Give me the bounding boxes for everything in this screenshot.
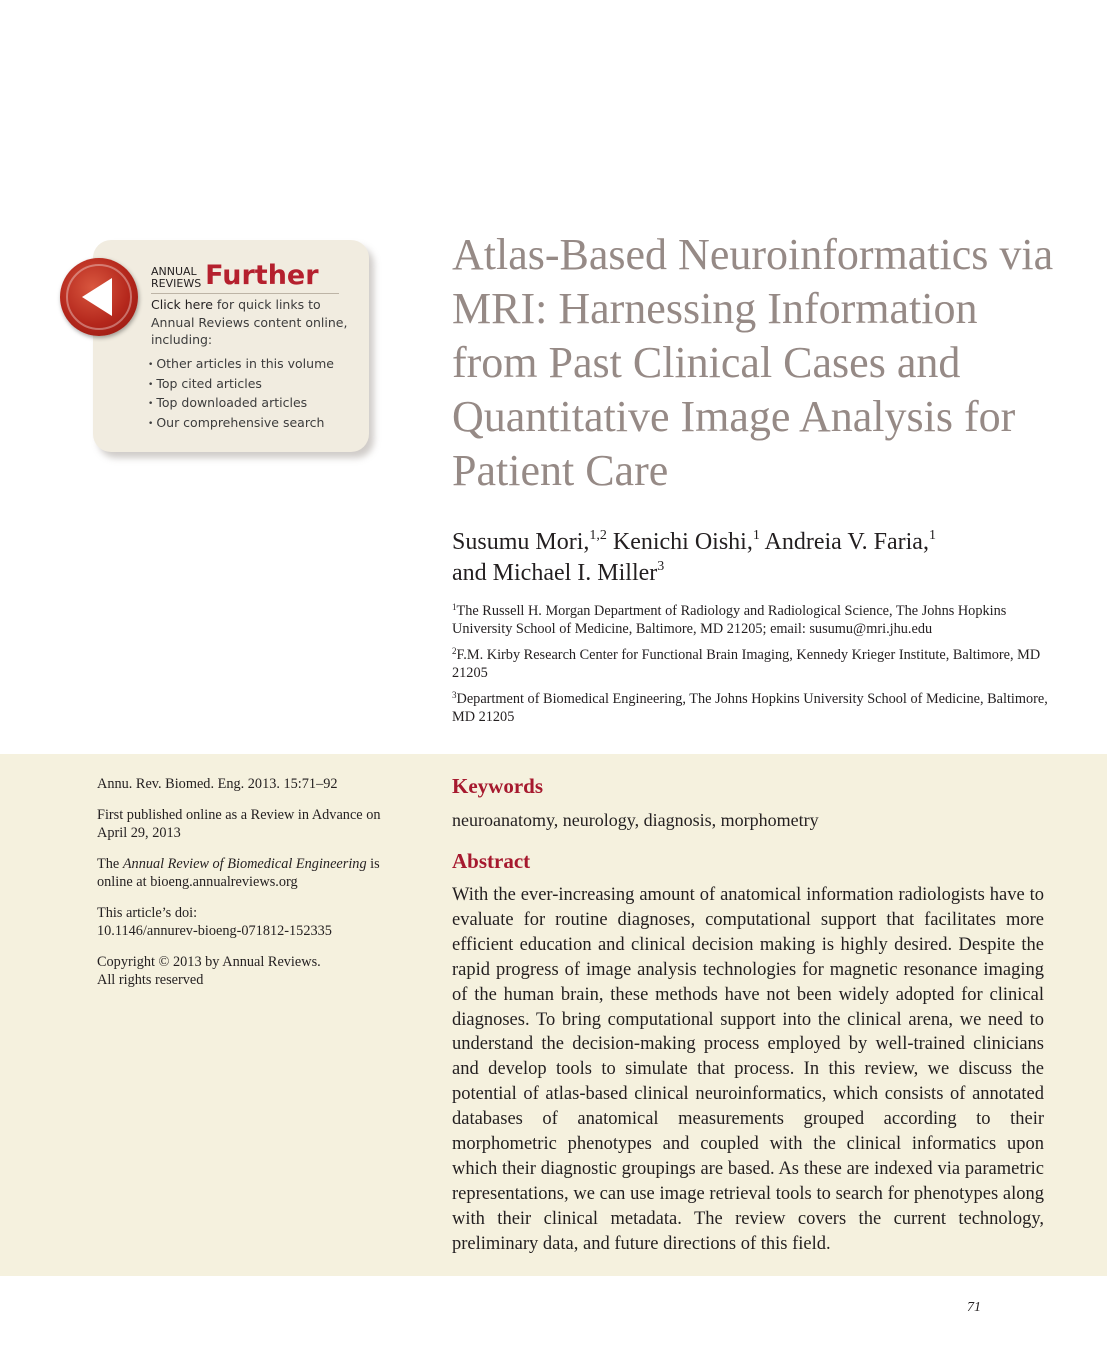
author-list: Susumu Mori,$^{1,2}$ Kenichi Oishi,$^1$ Andreia V. Faria,$^1$ and Michael I. Miller$^3$ bbox=[452, 528, 936, 586]
affiliation: $^3$Department of Biomedical Engineering, The Johns Hopkins University School of Medicine, Baltimore, MD 21205 bbox=[452, 690, 1048, 725]
page-number: 71 bbox=[967, 1300, 981, 1315]
further-intro: Click here for quick links to Annual Reviews content online, including: bbox=[151, 297, 348, 347]
affiliations bbox=[452, 602, 1052, 734]
author: Susumu Mori, bbox=[452, 529, 590, 555]
further-divider bbox=[151, 293, 339, 294]
citation: Annu. Rev. Biomed. Eng. 2013. 15:71–92 bbox=[97, 776, 338, 792]
doi: This article’s doi: 10.1146/annurev-bioeng-071812-152335 bbox=[97, 904, 332, 939]
article-title: Atlas-Based Neuroinformatics via MRI: Harnessing Information from Past Clinical Cases and Quantitative Image Analysis for Patient Care bbox=[452, 230, 1054, 495]
click-here-link[interactable]: Click here bbox=[151, 297, 213, 312]
further-link[interactable]: • Top cited articles bbox=[148, 375, 334, 395]
journal-info: The Annual Review of Biomedical Engineering is online at bioeng.annualreviews.org bbox=[97, 855, 380, 890]
article-meta bbox=[97, 775, 407, 1002]
copyright: Copyright © 2013 by Annual Reviews. All rights reserved bbox=[97, 953, 321, 988]
affiliation: $^2$F.M. Kirby Research Center for Functional Brain Imaging, Kennedy Krieger Institute, Baltimore, MD 21205 bbox=[452, 646, 1041, 681]
publication-date: First published online as a Review in Advance on April 29, 2013 bbox=[97, 806, 381, 841]
author: Kenichi Oishi, bbox=[612, 529, 753, 555]
abstract-heading: Abstract bbox=[452, 849, 531, 873]
further-links bbox=[148, 355, 334, 433]
author: Andreia V. Faria, bbox=[764, 529, 929, 555]
keywords-heading: Keywords bbox=[452, 774, 543, 798]
further-logo: ANNUAL REVIEWS Further bbox=[151, 260, 319, 291]
keywords-text: neuroanatomy, neurology, diagnosis, morphometry bbox=[452, 810, 819, 830]
further-link[interactable]: • Top downloaded articles bbox=[148, 394, 334, 414]
abstract-text: With the ever-increasing amount of anatomical information radiologists have to evaluate for routine diagnoses, computational support that facilitates more efficient education and clinical decision making is highly desired. Despite the rapid progress of image analysis technologies for magnetic resonance imaging of the human brain, these methods have not been widely adopted for clinical diagnoses. To bring computational support into the clinical arena, we need to understand the decision-making process employed by well-trained clinicians and develop tools to simulate that process. In this review, we discuss the potential of atlas-based clinical neuroinformatics, which consists of annotated databases of anatomical measurements grouped according to their morphometric phenotypes and coupled with the clinical informatics upon which their diagnostic groupings are based. As these are indexed via parametric representations, we can use image retrieval tools to search for phenotypes along with their clinical metadata. The review covers the current technology, preliminary data, and future directions of this field. bbox=[452, 885, 1044, 1254]
author: and Michael I. Miller bbox=[452, 560, 658, 586]
further-arrow-icon[interactable] bbox=[60, 258, 138, 336]
affiliation: $^1$The Russell H. Morgan Department of Radiology and Radiological Science, The Johns Hopkins University School of Medicine, Baltimore, MD 21205; email: susumu@mri.jhu.edu bbox=[452, 602, 1007, 637]
further-link[interactable]: • Our comprehensive search bbox=[148, 414, 334, 434]
further-link[interactable]: • Other articles in this volume bbox=[148, 355, 334, 375]
